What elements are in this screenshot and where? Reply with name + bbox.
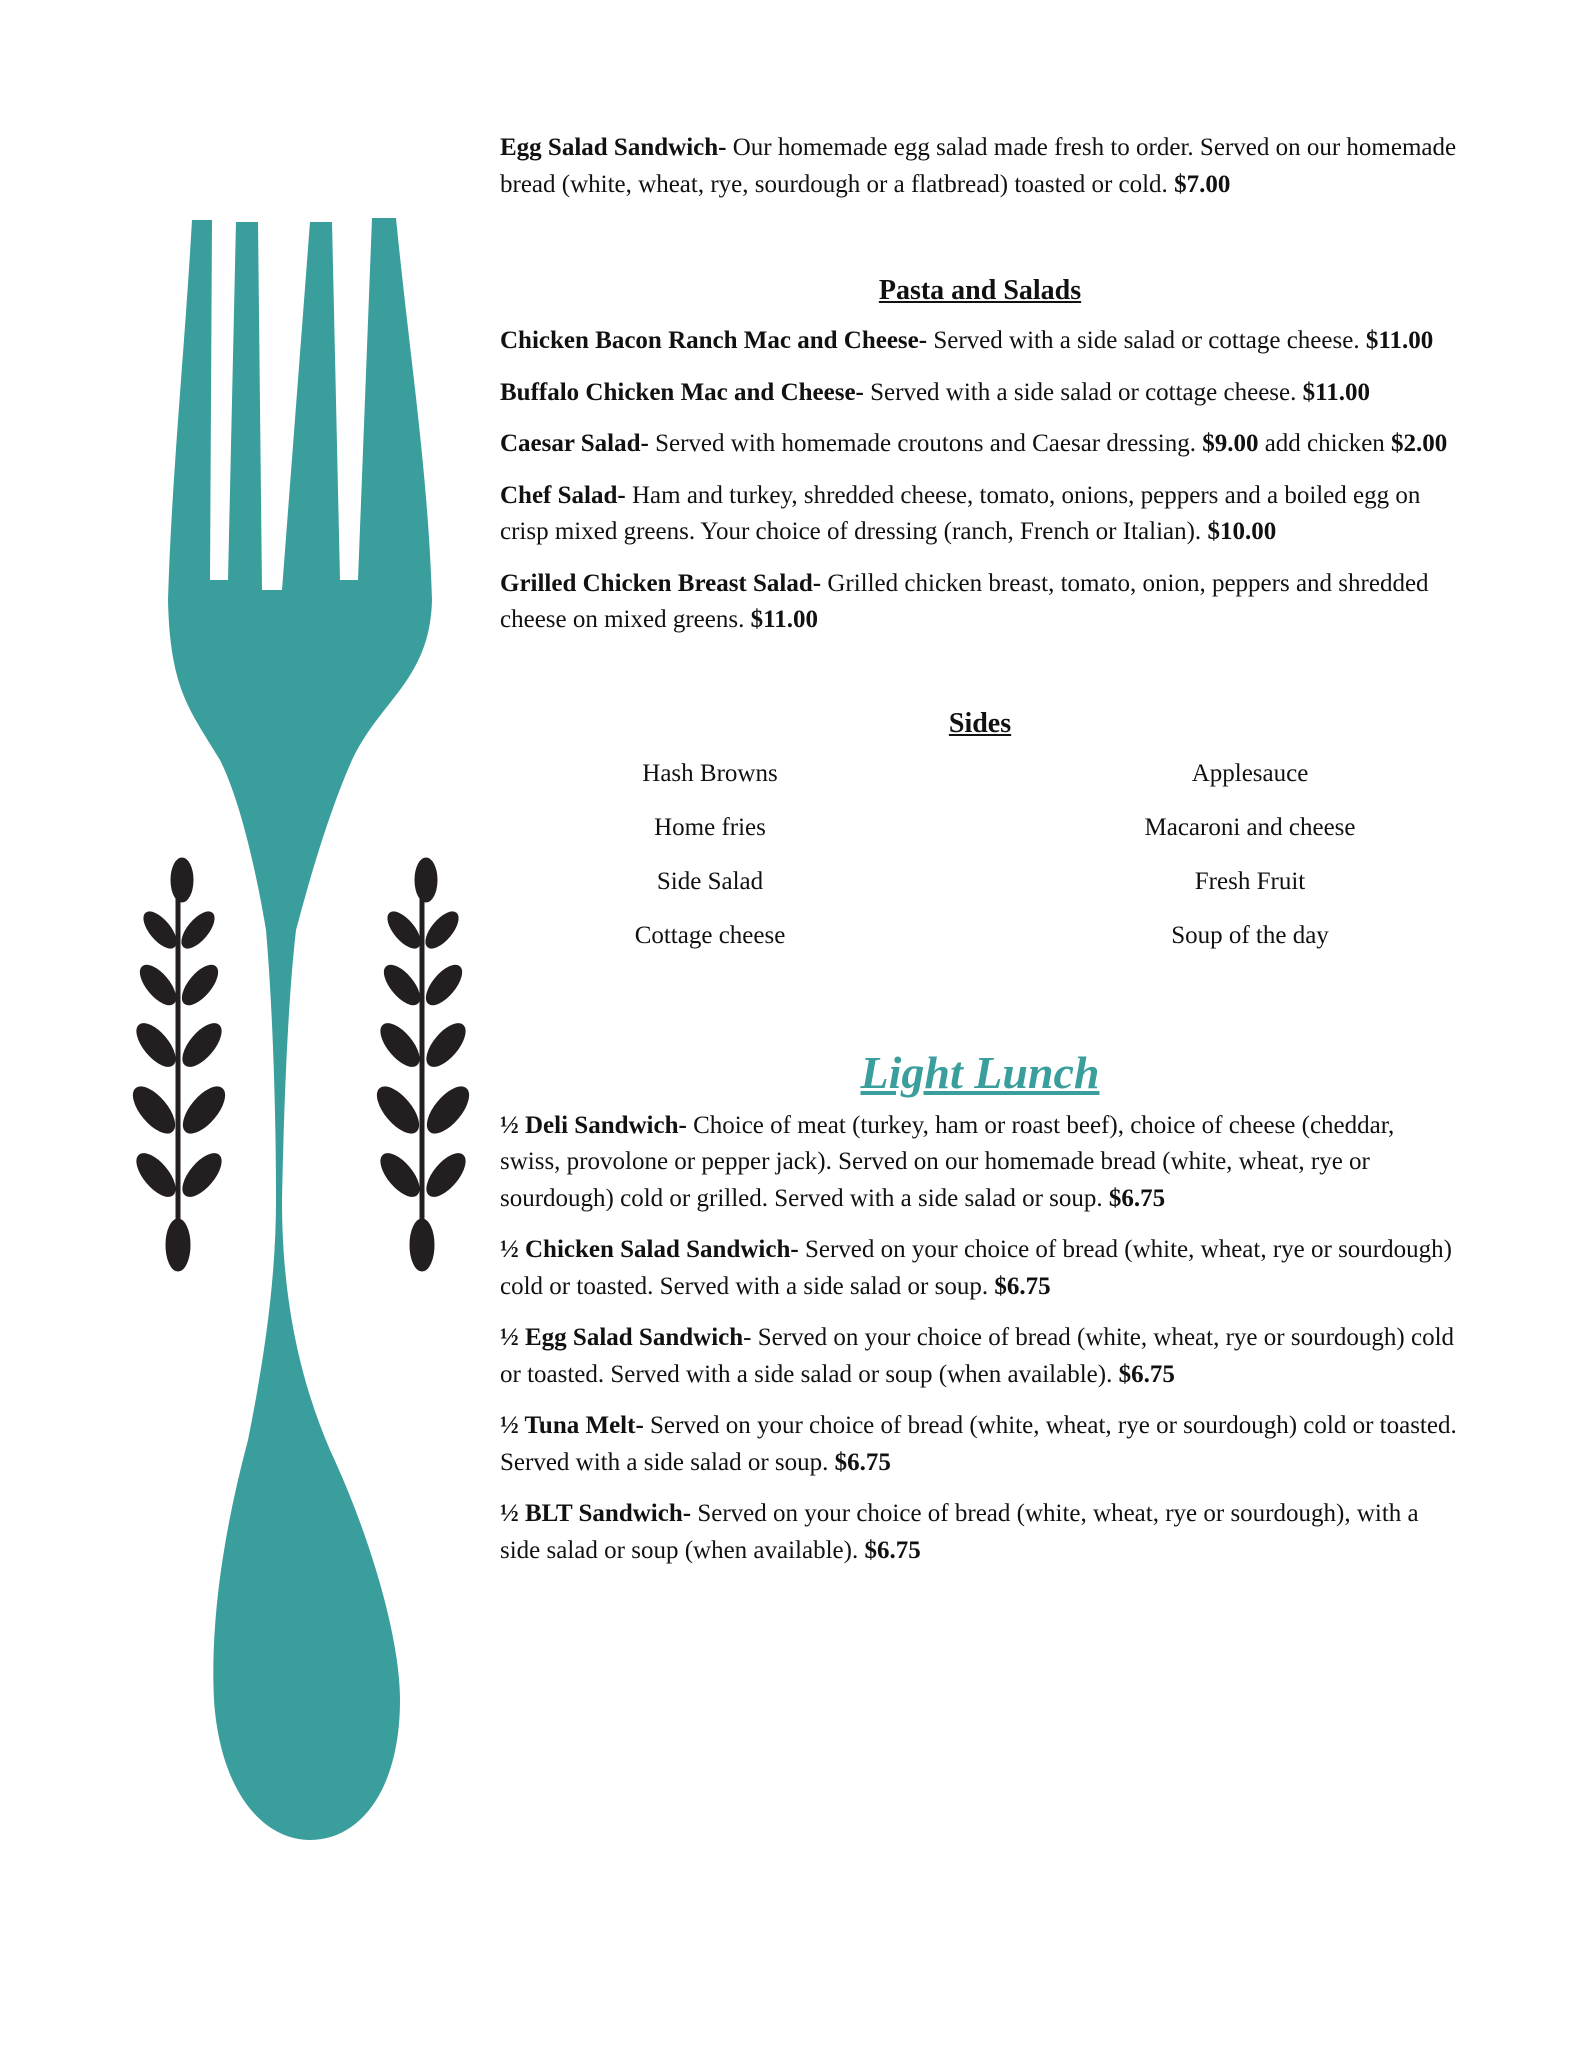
menu-item [500,1408,1460,1481]
menu-item [500,478,1460,551]
item-title: ½ Chicken Salad Sandwich- [500,1236,799,1263]
menu-item [500,1320,1460,1393]
item-price: $7.00 [1174,170,1231,198]
item-description: Served on your choice of bread (white, wheat, rye or sourdough) cold or toasted. Served with a side salad or soup. [500,1412,1457,1476]
item-title: Chef Salad- [500,481,626,509]
item-description: Served with a side salad or cottage cheese. [927,327,1366,354]
item-price: $11.00 [750,606,818,633]
item-title: Grilled Chicken Breast Salad- [500,569,822,597]
item-extra: add chicken [1258,430,1392,457]
side-item: Hash Browns [642,759,778,787]
item-price: $11.00 [1365,327,1434,354]
item-title: Caesar Salad- [500,430,649,457]
side-item: Home fries [654,813,766,841]
side-item: Fresh Fruit [1194,867,1306,895]
menu-item [500,375,1460,412]
side-item: Cottage cheese [634,921,786,949]
item-description: Served on your choice of bread (white, wheat, rye or sourdough) cold or toasted. Served with a side salad or soup. [500,1236,1452,1300]
item-title: ½ Deli Sandwich- [500,1111,687,1139]
menu-item [500,566,1460,639]
menu-item [500,1108,1460,1218]
item-title: Egg Salad Sandwich- [500,134,727,161]
item-title: Chicken Bacon Ranch Mac and Cheese- [500,327,928,354]
item-description: Ham and turkey, shredded cheese, tomato, onions, peppers and a boiled egg on crisp mixed greens. Your choice of dressing (ranch, French or Italian). [500,481,1421,545]
side-item: Soup of the day [1171,921,1329,949]
menu-content [500,130,1460,1584]
leaf-sprig-icon [126,858,232,1271]
item-price: $6.75 [1118,1360,1175,1388]
item-price: $9.00 [1202,430,1259,457]
item-title: ½ BLT Sandwich- [500,1500,692,1527]
item-description: Choice of meat (turkey, ham or roast beef), choice of cheese (cheddar, swiss, provolone or pepper jack). Served on our homemade bread (white, wheat, rye or sourdough) cold or grilled. Served with a side salad or soup. [500,1111,1395,1212]
section-heading-pasta-salads: Pasta and Salads [878,275,1082,306]
item-price: $11.00 [1302,378,1370,406]
menu-item-egg-salad-sandwich [500,130,1460,203]
menu-item [500,426,1460,463]
menu-item [500,1496,1460,1569]
item-extra-price: $2.00 [1391,430,1448,457]
item-price: $10.00 [1207,518,1277,545]
side-item: Applesauce [1191,759,1309,787]
item-price: $6.75 [994,1272,1051,1300]
item-description: Served with homemade croutons and Caesar dressing. [648,430,1203,457]
item-description: Our homemade egg salad made fresh to order. Served on our homemade bread (white, wheat, rye, sourdough or a flatbread) toasted or cold. [500,134,1457,198]
item-description: Grilled chicken breast, tomato, onion, peppers and shredded cheese on mixed greens. [500,569,1429,633]
item-description: Served with a side salad or cottage cheese. [863,378,1303,406]
item-title: Buffalo Chicken Mac and Cheese- [500,378,864,406]
item-price: $6.75 [864,1536,921,1564]
item-title: ½ Egg Salad Sandwich [500,1324,744,1351]
item-description: Served on your choice of bread (white, wheat, rye or sourdough), with a side salad or soup (when available). [500,1500,1419,1564]
item-description: - Served on your choice of bread (white, wheat, rye or sourdough) cold or toasted. Served with a side salad or soup (when available). [500,1324,1455,1388]
section-heading-sides: Sides [948,707,1012,739]
sides-list [440,756,1520,954]
menu-item [500,323,1460,360]
item-price: $6.75 [1108,1184,1166,1212]
item-price: $6.75 [834,1448,891,1476]
section-heading-light-lunch: Light Lunch [860,1046,1100,1098]
side-item: Side Salad [656,867,764,895]
side-item: Macaroni and cheese [1144,813,1356,841]
menu-item [500,1232,1460,1305]
fork-decoration [0,0,470,2048]
item-title: ½ Tuna Melt- [500,1412,644,1439]
